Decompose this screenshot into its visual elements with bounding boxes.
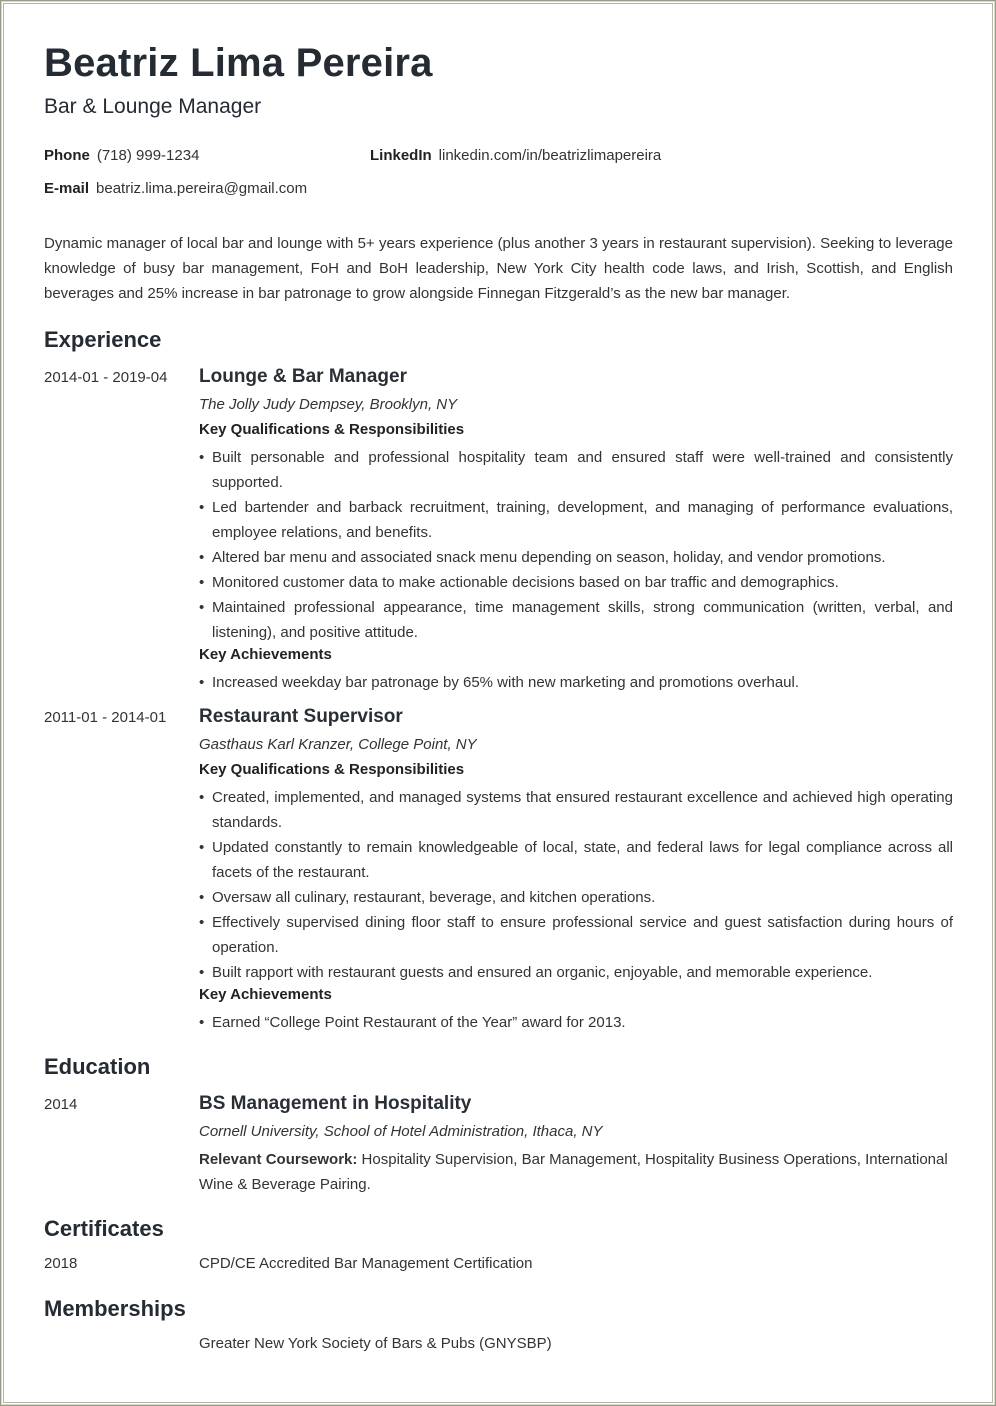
achievements-list (199, 670, 953, 695)
candidate-role: Bar & Lounge Manager (44, 95, 262, 118)
education-year: 2014 (44, 1096, 78, 1113)
job-entry (199, 366, 953, 695)
list-item: • Altered bar menu and associated snack menu depending on season, holiday, and vendor promotions. (199, 545, 953, 570)
memberships-heading: Memberships (44, 1296, 186, 1321)
list-item: • Earned “College Point Restaurant of the Year” award for 2013. (199, 1010, 953, 1035)
job-title: Restaurant Supervisor (199, 706, 403, 727)
list-item: • Oversaw all culinary, restaurant, beverage, and kitchen operations. (199, 885, 953, 910)
list-item: • Maintained professional appearance, time management skills, strong communication (written, verbal, and listening), and positive attitude. (199, 595, 953, 645)
coursework-label: Relevant Coursework: (199, 1151, 358, 1168)
email-value[interactable]: beatriz.lima.pereira@gmail.com (96, 180, 308, 197)
school-name: Cornell University, School of Hotel Administration, Ithaca, NY (199, 1123, 603, 1140)
list-item: • Effectively supervised dining floor staff to ensure professional service and guest satisfaction during hours of operation. (199, 910, 953, 960)
experience-heading: Experience (44, 327, 162, 352)
summary-paragraph: Dynamic manager of local bar and lounge with 5+ years experience (plus another 3 years in restaurant supervision). Seeking to leverage knowledge of busy bar management, FoH and BoH leadership, New York City health code laws, and Irish, Scottish, and English beverages and 25% increase in bar patronage to grow alongside Finnegan Fitzgerald’s as the new bar manager. (44, 235, 953, 302)
achievements-list (199, 1010, 953, 1035)
job-dates: 2011-01 - 2014-01 (44, 709, 167, 726)
responsibilities-label: Key Qualifications & Responsibilities (199, 421, 465, 438)
phone-label: Phone (44, 147, 90, 164)
list-item: • Led bartender and barback recruitment, training, development, and managing of performance evaluations, employee relations, and benefits. (199, 495, 953, 545)
achievements-label: Key Achievements (199, 986, 332, 1003)
membership-name: Greater New York Society of Bars & Pubs (GNYSBP) (199, 1335, 552, 1352)
contact-email (44, 180, 307, 197)
responsibilities-list (199, 785, 953, 985)
list-item: • Monitored customer data to make actionable decisions based on bar traffic and demographics. (199, 570, 953, 595)
education-entry (199, 1093, 953, 1197)
contact-phone (44, 147, 199, 164)
candidate-name: Beatriz Lima Pereira (44, 41, 433, 85)
education-heading: Education (44, 1054, 151, 1079)
phone-value: (718) 999-1234 (96, 147, 200, 164)
list-item: • Increased weekday bar patronage by 65% with new marketing and promotions overhaul. (199, 670, 953, 695)
list-item: • Updated constantly to remain knowledgeable of local, state, and federal laws for legal compliance across all facets of the restaurant. (199, 835, 953, 885)
certificate-name: CPD/CE Accredited Bar Management Certification (199, 1255, 533, 1272)
linkedin-label: LinkedIn (370, 147, 432, 164)
job-employer: The Jolly Judy Dempsey, Brooklyn, NY (199, 396, 458, 413)
job-employer: Gasthaus Karl Kranzer, College Point, NY (199, 736, 477, 753)
job-dates: 2014-01 - 2019-04 (44, 369, 168, 386)
achievements-label: Key Achievements (199, 646, 332, 663)
list-item: • Built personable and professional hospitality team and ensured staff were well-trained and consistently supported. (199, 445, 953, 495)
coursework-value: Hospitality Supervision, Bar Management, Hospitality Business Operations, International Wine & Beverage Pairing. (199, 1151, 948, 1193)
coursework (199, 1147, 953, 1197)
degree-title: BS Management in Hospitality (199, 1093, 472, 1114)
email-label: E-mail (44, 180, 90, 197)
responsibilities-list (199, 445, 953, 645)
certificates-heading: Certificates (44, 1216, 164, 1241)
contact-linkedin (370, 147, 661, 164)
job-title: Lounge & Bar Manager (199, 366, 407, 387)
list-item: • Built rapport with restaurant guests and ensured an organic, enjoyable, and memorable experience. (199, 960, 953, 985)
linkedin-value[interactable]: linkedin.com/in/beatrizlimapereira (438, 147, 662, 164)
responsibilities-label: Key Qualifications & Responsibilities (199, 761, 465, 778)
list-item: • Created, implemented, and managed systems that ensured restaurant excellence and achieved high operating standards. (199, 785, 953, 835)
job-entry (199, 706, 953, 1035)
certificate-year: 2018 (44, 1255, 78, 1272)
